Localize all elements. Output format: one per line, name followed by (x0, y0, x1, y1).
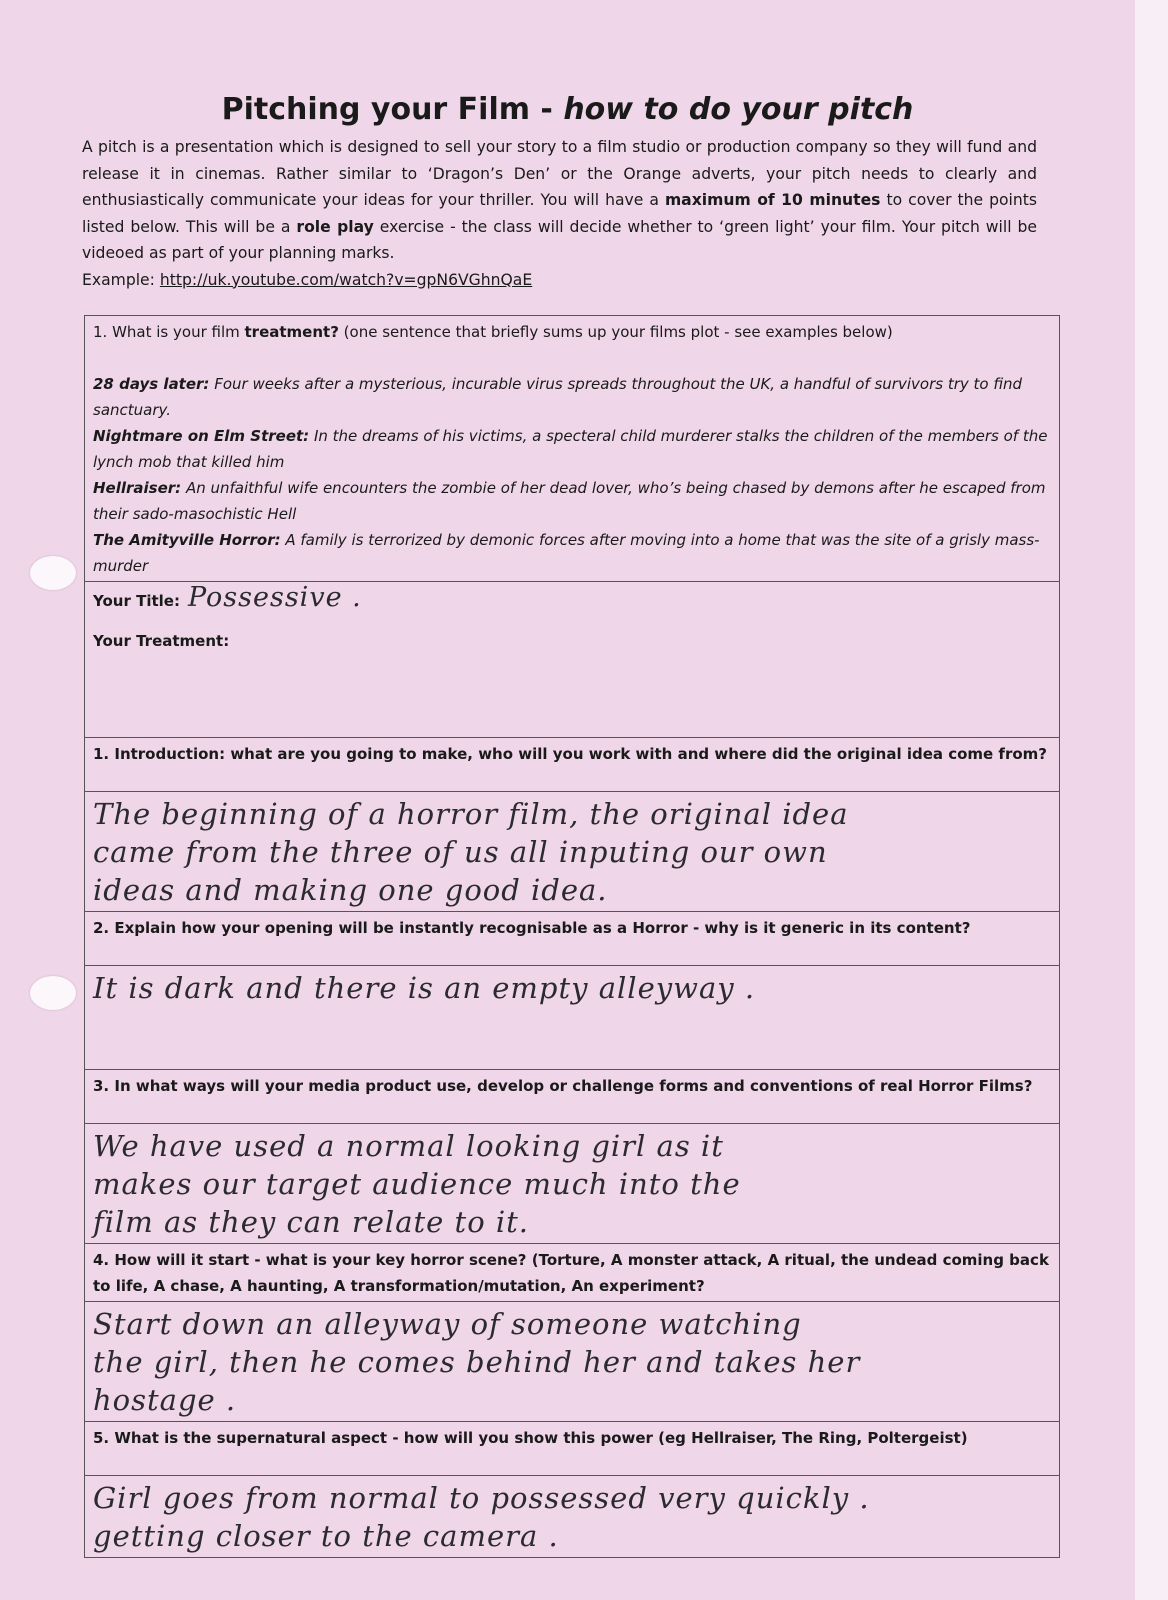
punch-hole-top (30, 556, 76, 590)
page-title (0, 92, 1135, 127)
treatment-examples-row (85, 316, 1060, 582)
your-title-label: Your Title: (93, 592, 180, 610)
treatment-question: 1. What is your film treatment? (one sentence that briefly sums up your films plot - see examples below) (93, 323, 893, 341)
your-title (93, 582, 1051, 614)
question-row (85, 912, 1060, 966)
question-row (85, 1244, 1060, 1302)
role-play: role play (296, 217, 374, 236)
question-row (85, 1422, 1060, 1476)
example-amityville: The Amityville Horror: A family is terrorized by demonic forces after moving into a home that was the site of a grisly mass-murder (93, 531, 1040, 575)
example-28-days: 28 days later: Four weeks after a mysterious, incurable virus spreads throughout the UK, a handful of survivors try to find sanctuary. (93, 375, 1023, 419)
your-title-answer[interactable]: Possessive . (187, 582, 362, 613)
answer-key-scene[interactable]: Start down an alleyway of someone watching the girl, then he comes behind her and takes her hostage . (85, 1302, 1060, 1422)
answer-introduction[interactable]: The beginning of a horror film, the original idea came from the three of us all inputing our own ideas and making one good idea. (85, 792, 1060, 912)
intro-paragraph: A pitch is a presentation which is designed to sell your story to a film studio or production company so they will fund and release it in cinemas. Rather similar to ‘Dragon’s Den’ or the Orange adverts, your pitch needs to clearly and enthusiastically communicate your ideas for your thriller. You will have a maximum of 10 minutes to cover the points listed below. This will be a role play exercise - the class will decide whether to ‘green light’ your film. Your pitch will be videoed as part of your planning marks. Example: http://uk.youtube.com/watch?v=gpN6VGhnQaE (82, 138, 1037, 289)
title-main: Pitching your Film - (221, 92, 564, 127)
answer-row (85, 1302, 1060, 1422)
answer-conventions[interactable]: We have used a normal looking girl as it makes our target audience much into the film as they can relate to it. (85, 1124, 1060, 1244)
answer-row (85, 792, 1060, 912)
pitch-form (84, 315, 1060, 1558)
page-edge (1135, 0, 1168, 1600)
question-generic: 2. Explain how your opening will be instantly recognisable as a Horror - why is it generic in its content? (85, 912, 1060, 966)
example-label: Example: (82, 270, 160, 289)
question-introduction: 1. Introduction: what are you going to make, who will you work with and where did the original idea come from? (85, 738, 1060, 792)
answer-row (85, 966, 1060, 1070)
question-row (85, 1070, 1060, 1124)
example-link[interactable]: http://uk.youtube.com/watch?v=gpN6VGhnQaE (159, 270, 533, 289)
max-time: maximum of 10 minutes (664, 191, 881, 209)
punch-hole-bottom (30, 976, 76, 1010)
answer-generic[interactable]: It is dark and there is an empty alleyway . (85, 966, 1060, 1070)
question-key-scene: 4. How will it start - what is your key horror scene? (Torture, A monster attack, A ritual, the undead coming back to life, A chase, A haunting, A transformation/mutation, An experiment? (85, 1244, 1060, 1302)
question-supernatural: 5. What is the supernatural aspect - how will you show this power (eg Hellraiser, The Ring, Poltergeist) (85, 1422, 1060, 1476)
title-treatment-row (85, 582, 1060, 738)
example-hellraiser: Hellraiser: An unfaithful wife encounters the zombie of her dead lover, who’s being chased by demons after he escaped from their sado-masochistic Hell (93, 479, 1046, 523)
question-row (85, 738, 1060, 792)
title-italic: how to do your pitch (563, 92, 914, 127)
question-conventions: 3. In what ways will your media product use, develop or challenge forms and conventions of real Horror Films? (85, 1070, 1060, 1124)
answer-supernatural[interactable]: Girl goes from normal to possessed very quickly . getting closer to the camera . (85, 1476, 1060, 1558)
your-treatment-label: Your Treatment: (93, 632, 230, 650)
answer-row (85, 1476, 1060, 1558)
example-nightmare: Nightmare on Elm Street: In the dreams of his victims, a specteral child murderer stalks the children of the members of the lynch mob that killed him (93, 427, 1048, 471)
answer-row (85, 1124, 1060, 1244)
